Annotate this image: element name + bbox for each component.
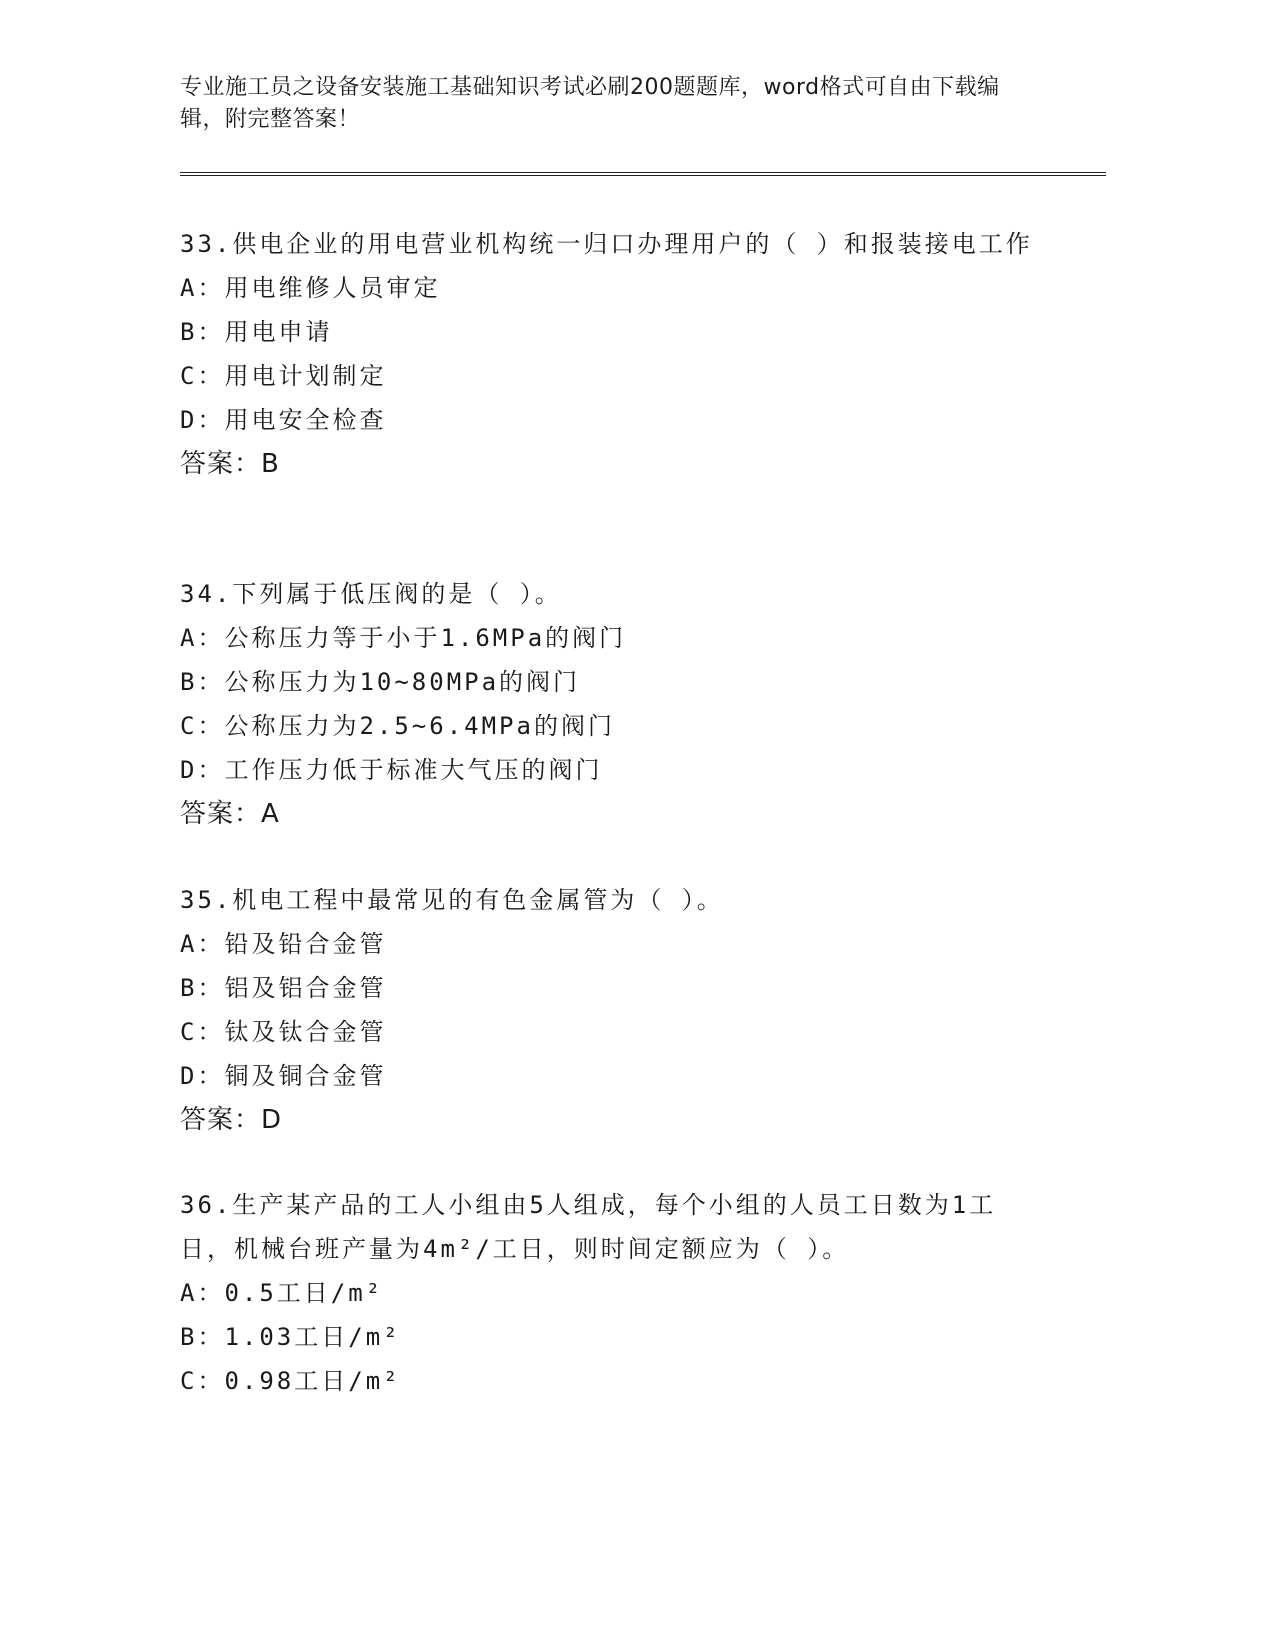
option-c: C：钛及钛合金管 (180, 1018, 387, 1046)
option-a: A：公称压力等于小于1.6MPa的阀门 (180, 624, 627, 652)
option-c: C：公称压力为2.5~6.4MPa的阀门 (180, 712, 615, 740)
question-35 (180, 878, 1040, 1142)
option-a: A：铅及铅合金管 (180, 930, 387, 958)
option-c: C：0.98工日/m² (180, 1367, 401, 1395)
question-text: 34.下列属于低压阀的是（ ）。 (180, 580, 562, 608)
question-text: 35.机电工程中最常见的有色金属管为（ ）。 (180, 886, 724, 914)
answer-label: 答案：D (180, 1105, 283, 1135)
option-b: B：1.03工日/m² (180, 1323, 401, 1351)
header-divider (180, 172, 1106, 176)
question-text: 33.供电企业的用电营业机构统一归口办理用户的（ ）和报装接电工作 (180, 230, 1033, 258)
question-36 (180, 1183, 1040, 1403)
document-page (180, 0, 1110, 1650)
option-b: B：公称压力为10~80MPa的阀门 (180, 668, 581, 696)
answer-label: 答案：A (180, 799, 280, 829)
option-b: B：铝及铝合金管 (180, 974, 387, 1002)
option-a: A：用电维修人员审定 (180, 274, 441, 302)
option-c: C：用电计划制定 (180, 362, 387, 390)
question-text: 36.生产某产品的工人小组由5人组成，每个小组的人员工日数为1工日，机械台班产量为4m²/工日，则时间定额应为（ ）。 (180, 1191, 997, 1263)
option-b: B：用电申请 (180, 318, 333, 346)
option-d: D：工作压力低于标准大气压的阀门 (180, 756, 603, 784)
question-33 (180, 222, 1040, 486)
option-d: D：铜及铜合金管 (180, 1062, 387, 1090)
option-a: A：0.5工日/m² (180, 1279, 384, 1307)
question-34 (180, 572, 1040, 836)
answer-label: 答案：B (180, 449, 280, 479)
document-header: 专业施工员之设备安装施工基础知识考试必刷200题题库，word格式可自由下载编辑，附完整答案！ (180, 75, 1000, 132)
option-d: D：用电安全检查 (180, 406, 387, 434)
